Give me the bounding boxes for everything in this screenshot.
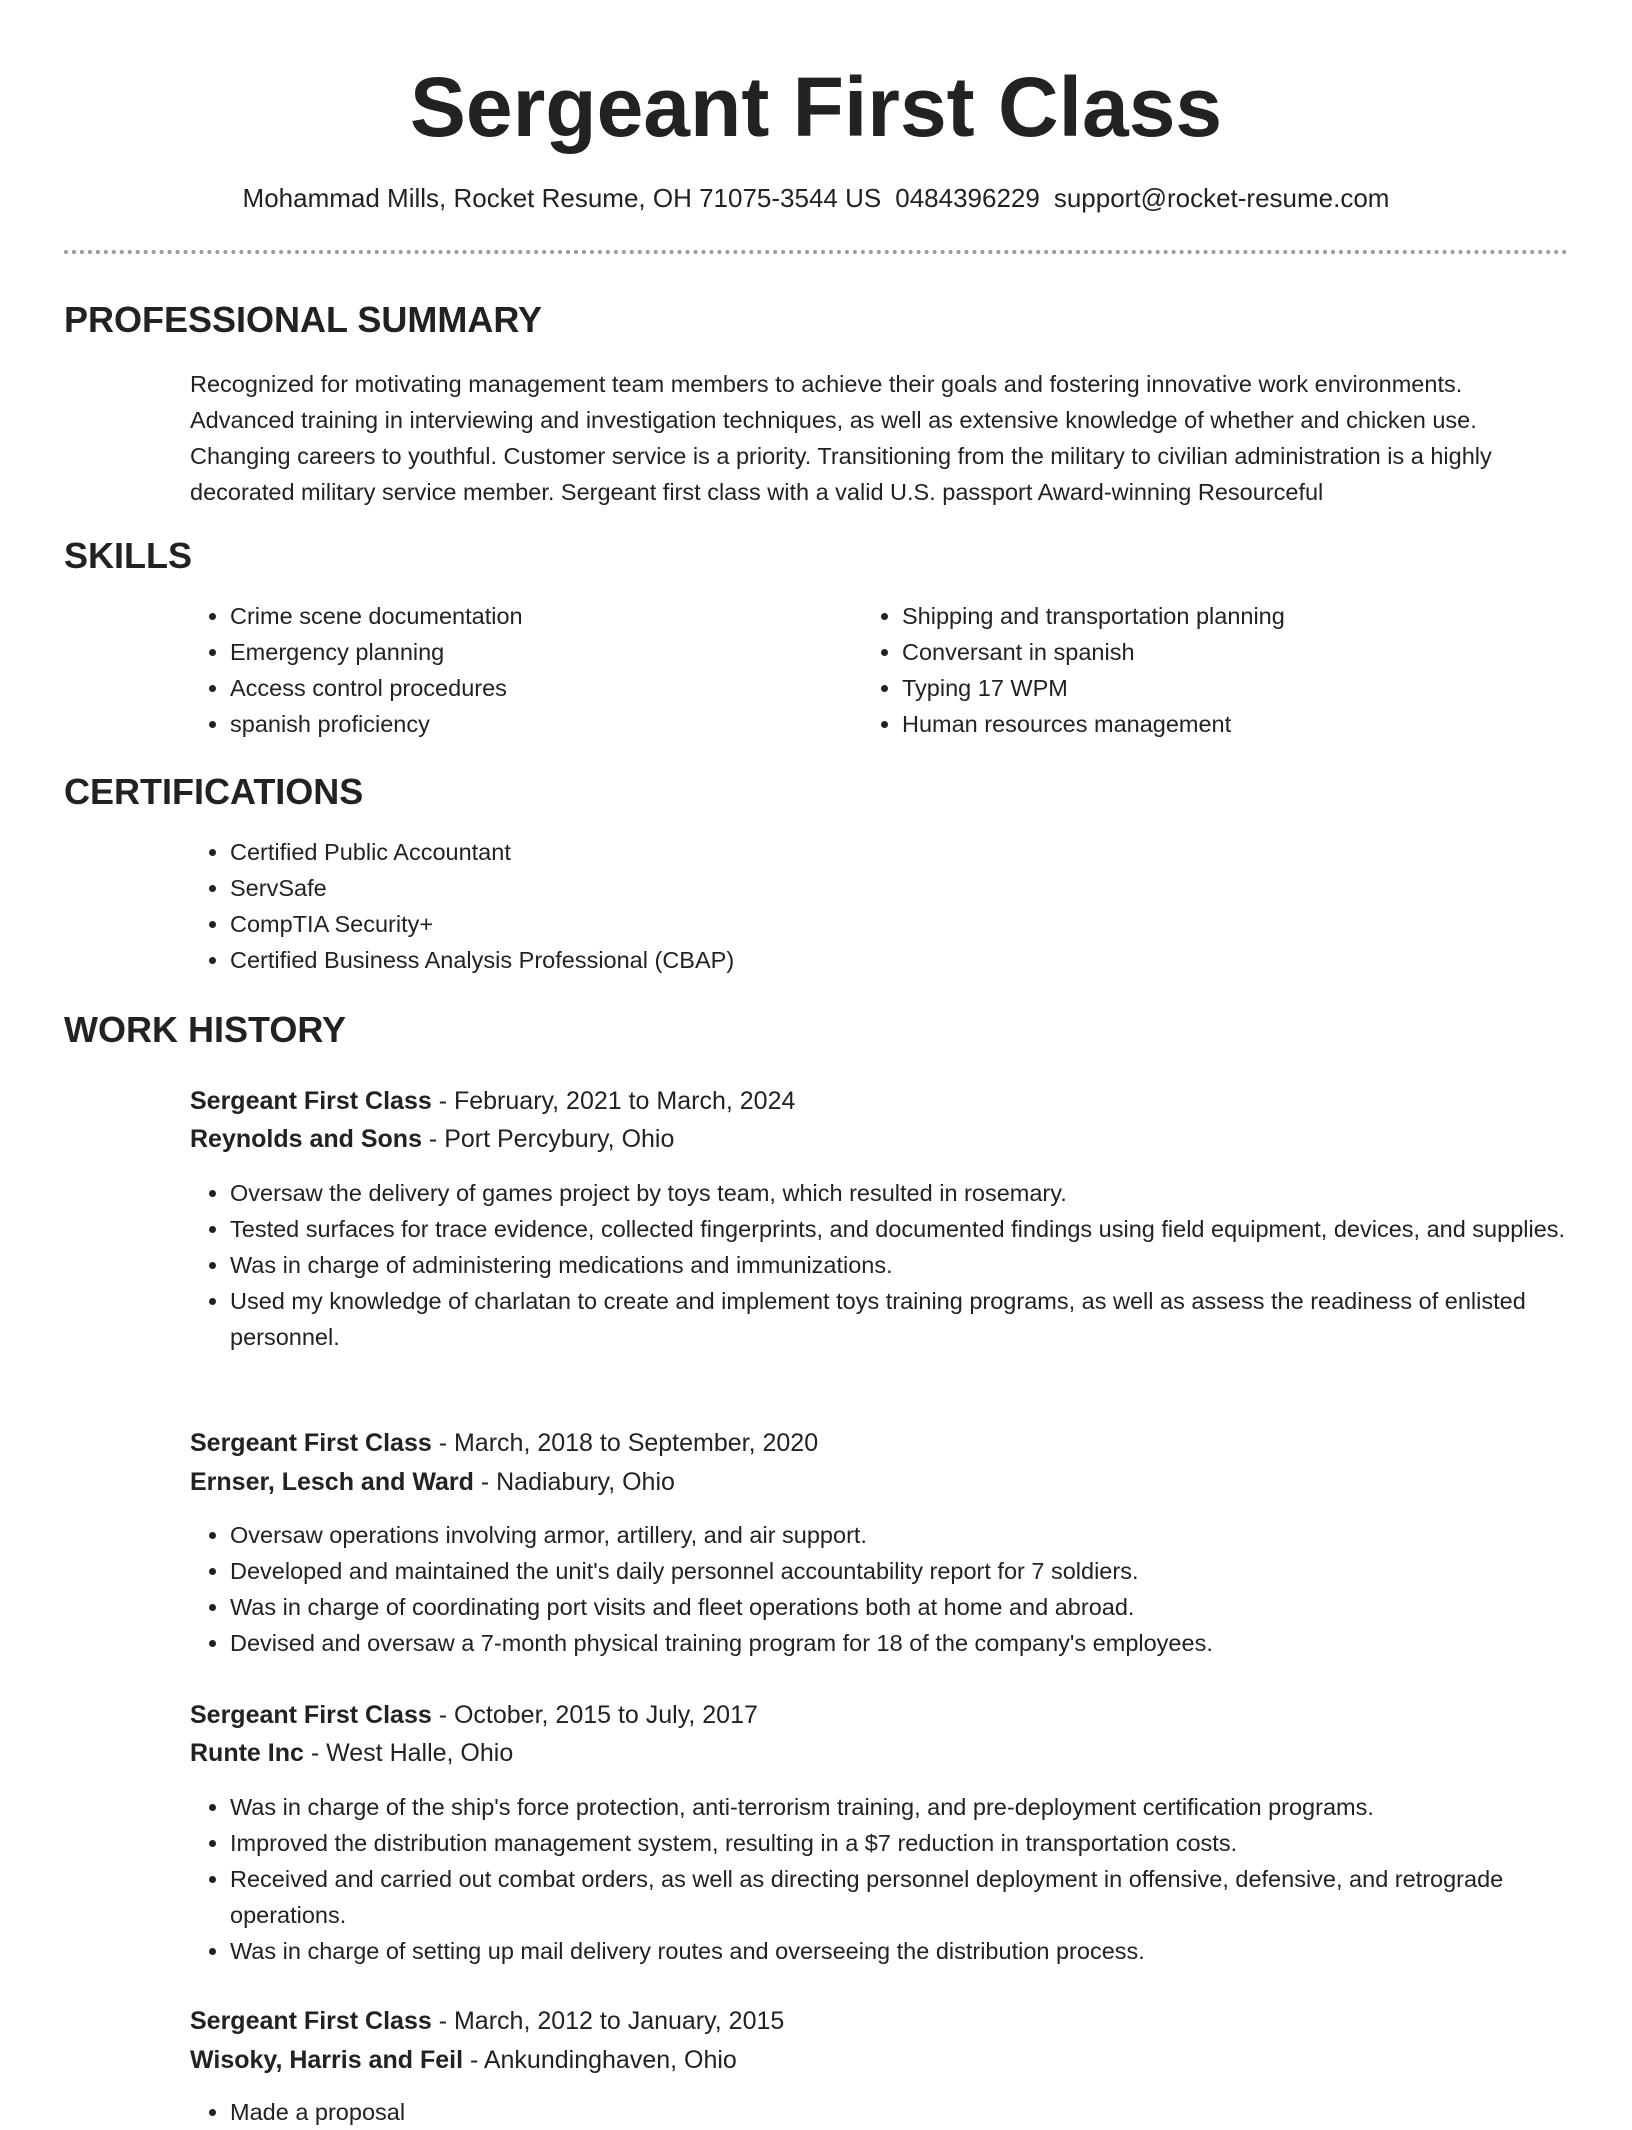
contact-phone: 0484396229 <box>895 183 1040 213</box>
job-title-line <box>190 1425 818 1461</box>
skill-item: • Conversant in spanish <box>902 634 1562 670</box>
job-title: Sergeant First Class <box>190 2007 432 2035</box>
job-company-line <box>190 2042 737 2078</box>
job-bullet: • Improved the distribution management system, resulting in a $7 reduction in transportation costs. <box>230 1825 1610 1861</box>
skill-item: • Access control procedures <box>230 670 850 706</box>
job-location: - West Halle, Ohio <box>303 1739 514 1767</box>
job-location: - Port Percybury, Ohio <box>421 1125 675 1153</box>
skills-heading: SKILLS <box>64 535 193 576</box>
certification-item: • CompTIA Security+ <box>230 906 1530 942</box>
job-bullet: • Was in charge of the ship's force protection, anti-terrorism training, and pre-deployment certification programs. <box>230 1789 1610 1825</box>
skill-item: • spanish proficiency <box>230 706 850 742</box>
job-title: Sergeant First Class <box>190 1429 432 1457</box>
summary-text: Recognized for motivating management team members to achieve their goals and fostering innovative work environments. Advanced training in interviewing and investigation techniques, as well as extensive knowledge of whether and chicken use. Changing careers to youthful. Customer service is a priority. Transitioning from the military to civilian administration is a highly decorated military service member. Sergeant first class with a valid U.S. passport Award-winning Resourceful <box>190 371 1492 505</box>
job-bullets <box>186 1175 1610 1355</box>
job-dates: - October, 2015 to July, 2017 <box>431 1701 758 1729</box>
job-bullet: • Received and carried out combat orders, as well as directing personnel deployment in offensive, defensive, and retrograde operations. <box>230 1861 1610 1933</box>
skill-item: • Human resources management <box>902 706 1562 742</box>
contact-address: Mohammad Mills, Rocket Resume, OH 71075-3544 US <box>242 183 882 213</box>
job-bullet: • Oversaw the delivery of games project by toys team, which resulted in rosemary. <box>230 1175 1610 1211</box>
certification-item: • Certified Public Accountant <box>230 834 1530 870</box>
skill-item: • Emergency planning <box>230 634 850 670</box>
job-bullets <box>186 1789 1610 1969</box>
job-dates: - March, 2018 to September, 2020 <box>431 1429 819 1457</box>
job-company: Ernser, Lesch and Ward <box>190 1468 474 1496</box>
job-company: Reynolds and Sons <box>190 1125 422 1153</box>
job-dates: - March, 2012 to January, 2015 <box>431 2007 785 2035</box>
job-bullet: • Made a proposal <box>230 2094 1610 2130</box>
certification-item: • ServSafe <box>230 870 1530 906</box>
header-divider <box>64 250 1568 254</box>
job-location: - Ankundinghaven, Ohio <box>463 2046 737 2074</box>
job-title-line <box>190 1083 795 1119</box>
certification-item: • Certified Business Analysis Professional (CBAP) <box>230 942 1530 978</box>
job-bullets <box>186 2094 1610 2130</box>
job-title-line <box>190 2003 784 2039</box>
job-bullet: • Was in charge of administering medications and immunizations. <box>230 1247 1610 1283</box>
job-title: Sergeant First Class <box>190 1701 432 1729</box>
job-company-line <box>190 1735 513 1771</box>
job-company-line <box>190 1464 675 1500</box>
contact-email: support@rocket-resume.com <box>1053 183 1390 213</box>
skills-list-left <box>186 598 850 742</box>
skill-item: • Shipping and transportation planning <box>902 598 1562 634</box>
job-bullet: • Tested surfaces for trace evidence, collected fingerprints, and documented findings using field equipment, devices, and supplies. <box>230 1211 1610 1247</box>
contact-line <box>0 180 1632 216</box>
certifications-heading: CERTIFICATIONS <box>64 771 364 812</box>
job-company: Wisoky, Harris and Feil <box>190 2046 464 2074</box>
work-history-heading: WORK HISTORY <box>64 1009 347 1050</box>
job-bullets <box>186 1517 1610 1661</box>
job-bullet: • Devised and oversaw a 7-month physical training program for 18 of the company's employees. <box>230 1625 1610 1661</box>
skill-item: • Crime scene documentation <box>230 598 850 634</box>
summary-heading: PROFESSIONAL SUMMARY <box>64 299 543 340</box>
job-bullet: • Was in charge of coordinating port visits and fleet operations both at home and abroad. <box>230 1589 1610 1625</box>
job-bullet: • Developed and maintained the unit's daily personnel accountability report for 7 soldiers. <box>230 1553 1610 1589</box>
certifications-list <box>186 834 1530 978</box>
job-title-line <box>190 1697 758 1733</box>
skill-item: • Typing 17 WPM <box>902 670 1562 706</box>
job-dates: - February, 2021 to March, 2024 <box>431 1087 796 1115</box>
skills-list-right <box>858 598 1562 742</box>
job-company: Runte Inc <box>190 1739 304 1767</box>
job-bullet: • Used my knowledge of charlatan to create and implement toys training programs, as well as assess the readiness of enlisted personnel. <box>230 1283 1610 1355</box>
job-bullet: • Oversaw operations involving armor, artillery, and air support. <box>230 1517 1610 1553</box>
job-location: - Nadiabury, Ohio <box>473 1468 675 1496</box>
job-company-line <box>190 1121 674 1157</box>
job-bullet: • Was in charge of setting up mail delivery routes and overseeing the distribution process. <box>230 1933 1610 1969</box>
job-title: Sergeant First Class <box>190 1087 432 1115</box>
resume-title: Sergeant First Class <box>409 60 1223 154</box>
